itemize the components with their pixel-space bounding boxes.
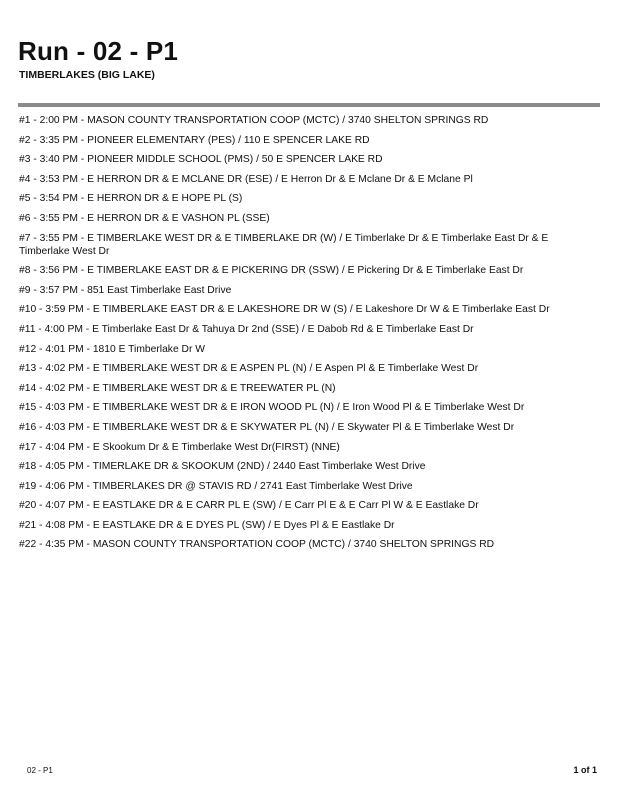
stop-item: #4 - 3:53 PM - E HERRON DR & E MCLANE DR (ESE) / E Herron Dr & E Mclane Dr & E Mclane Pl — [19, 173, 473, 185]
stop-item: #5 - 3:54 PM - E HERRON DR & E HOPE PL (S) — [19, 193, 243, 205]
footer-page-number: 1 of 1 — [573, 765, 597, 775]
stop-item: #6 - 3:55 PM - E HERRON DR & E VASHON PL (SSE) — [19, 212, 270, 224]
stop-item: #13 - 4:02 PM - E TIMBERLAKE WEST DR & E ASPEN PL (N) / E Aspen Pl & E Timberlake West Dr — [19, 363, 479, 375]
stop-item: #16 - 4:03 PM - E TIMBERLAKE WEST DR & E SKYWATER PL (N) / E Skywater Pl & E Timberlake West Dr — [19, 421, 515, 433]
stop-item: #20 - 4:07 PM - E EASTLAKE DR & E CARR PL E (SW) / E Carr Pl E & E Carr Pl W & E Eastlake Dr — [19, 500, 479, 512]
route-subtitle: TIMBERLAKES (BIG LAKE) — [19, 69, 155, 81]
stop-item: #15 - 4:03 PM - E TIMBERLAKE WEST DR & E IRON WOOD PL (N) / E Iron Wood Pl & E Timberlake West Dr — [19, 402, 525, 414]
header-divider — [18, 103, 600, 107]
stop-item: #19 - 4:06 PM - TIMBERLAKES DR @ STAVIS RD / 2741 East Timberlake West Drive — [19, 480, 413, 492]
stop-item: #9 - 3:57 PM - 851 East Timberlake East Drive — [19, 284, 232, 296]
stop-item: #12 - 4:01 PM - 1810 E Timberlake Dr W — [19, 343, 205, 355]
stop-item: #17 - 4:04 PM - E Skookum Dr & E Timberlake West Dr(FIRST) (NNE) — [19, 441, 340, 453]
page-title: Run - 02 - P1 — [18, 36, 179, 66]
stop-item: #22 - 4:35 PM - MASON COUNTY TRANSPORTATION COOP (MCTC) / 3740 SHELTON SPRINGS RD — [19, 539, 495, 551]
stop-item: #10 - 3:59 PM - E TIMBERLAKE EAST DR & E LAKESHORE DR W (S) / E Lakeshore Dr W & E Timberlake East Dr — [19, 304, 550, 316]
stop-item: #1 - 2:00 PM - MASON COUNTY TRANSPORTATION COOP (MCTC) / 3740 SHELTON SPRINGS RD — [19, 115, 489, 126]
stop-item: #21 - 4:08 PM - E EASTLAKE DR & E DYES PL (SW) / E Dyes Pl & E Eastlake Dr — [19, 519, 395, 531]
footer-run-label: 02 - P1 — [27, 766, 53, 775]
stop-item: #14 - 4:02 PM - E TIMBERLAKE WEST DR & E TREEWATER PL (N) — [19, 382, 336, 394]
stop-item: #18 - 4:05 PM - TIMERLAKE DR & SKOOKUM (2ND) / 2440 East Timberlake West Drive — [19, 461, 426, 473]
stop-item: #2 - 3:35 PM - PIONEER ELEMENTARY (PES) / 110 E SPENCER LAKE RD — [19, 134, 370, 146]
stop-item: #8 - 3:56 PM - E TIMBERLAKE EAST DR & E PICKERING DR (SSW) / E Pickering Dr & E Timberlake East Dr — [19, 265, 524, 277]
stop-item: #3 - 3:40 PM - PIONEER MIDDLE SCHOOL (PMS) / 50 E SPENCER LAKE RD — [19, 154, 383, 166]
stop-item: #11 - 4:00 PM - E Timberlake East Dr & Tahuya Dr 2nd (SSE) / E Dabob Rd & E Timberlake East Dr — [19, 323, 474, 335]
stop-list — [19, 114, 599, 558]
stop-item: #7 - 3:55 PM - E TIMBERLAKE WEST DR & E TIMBERLAKE DR (W) / E Timberlake Dr & E Timberlake East Dr & E Timberlake West Dr — [19, 232, 549, 257]
